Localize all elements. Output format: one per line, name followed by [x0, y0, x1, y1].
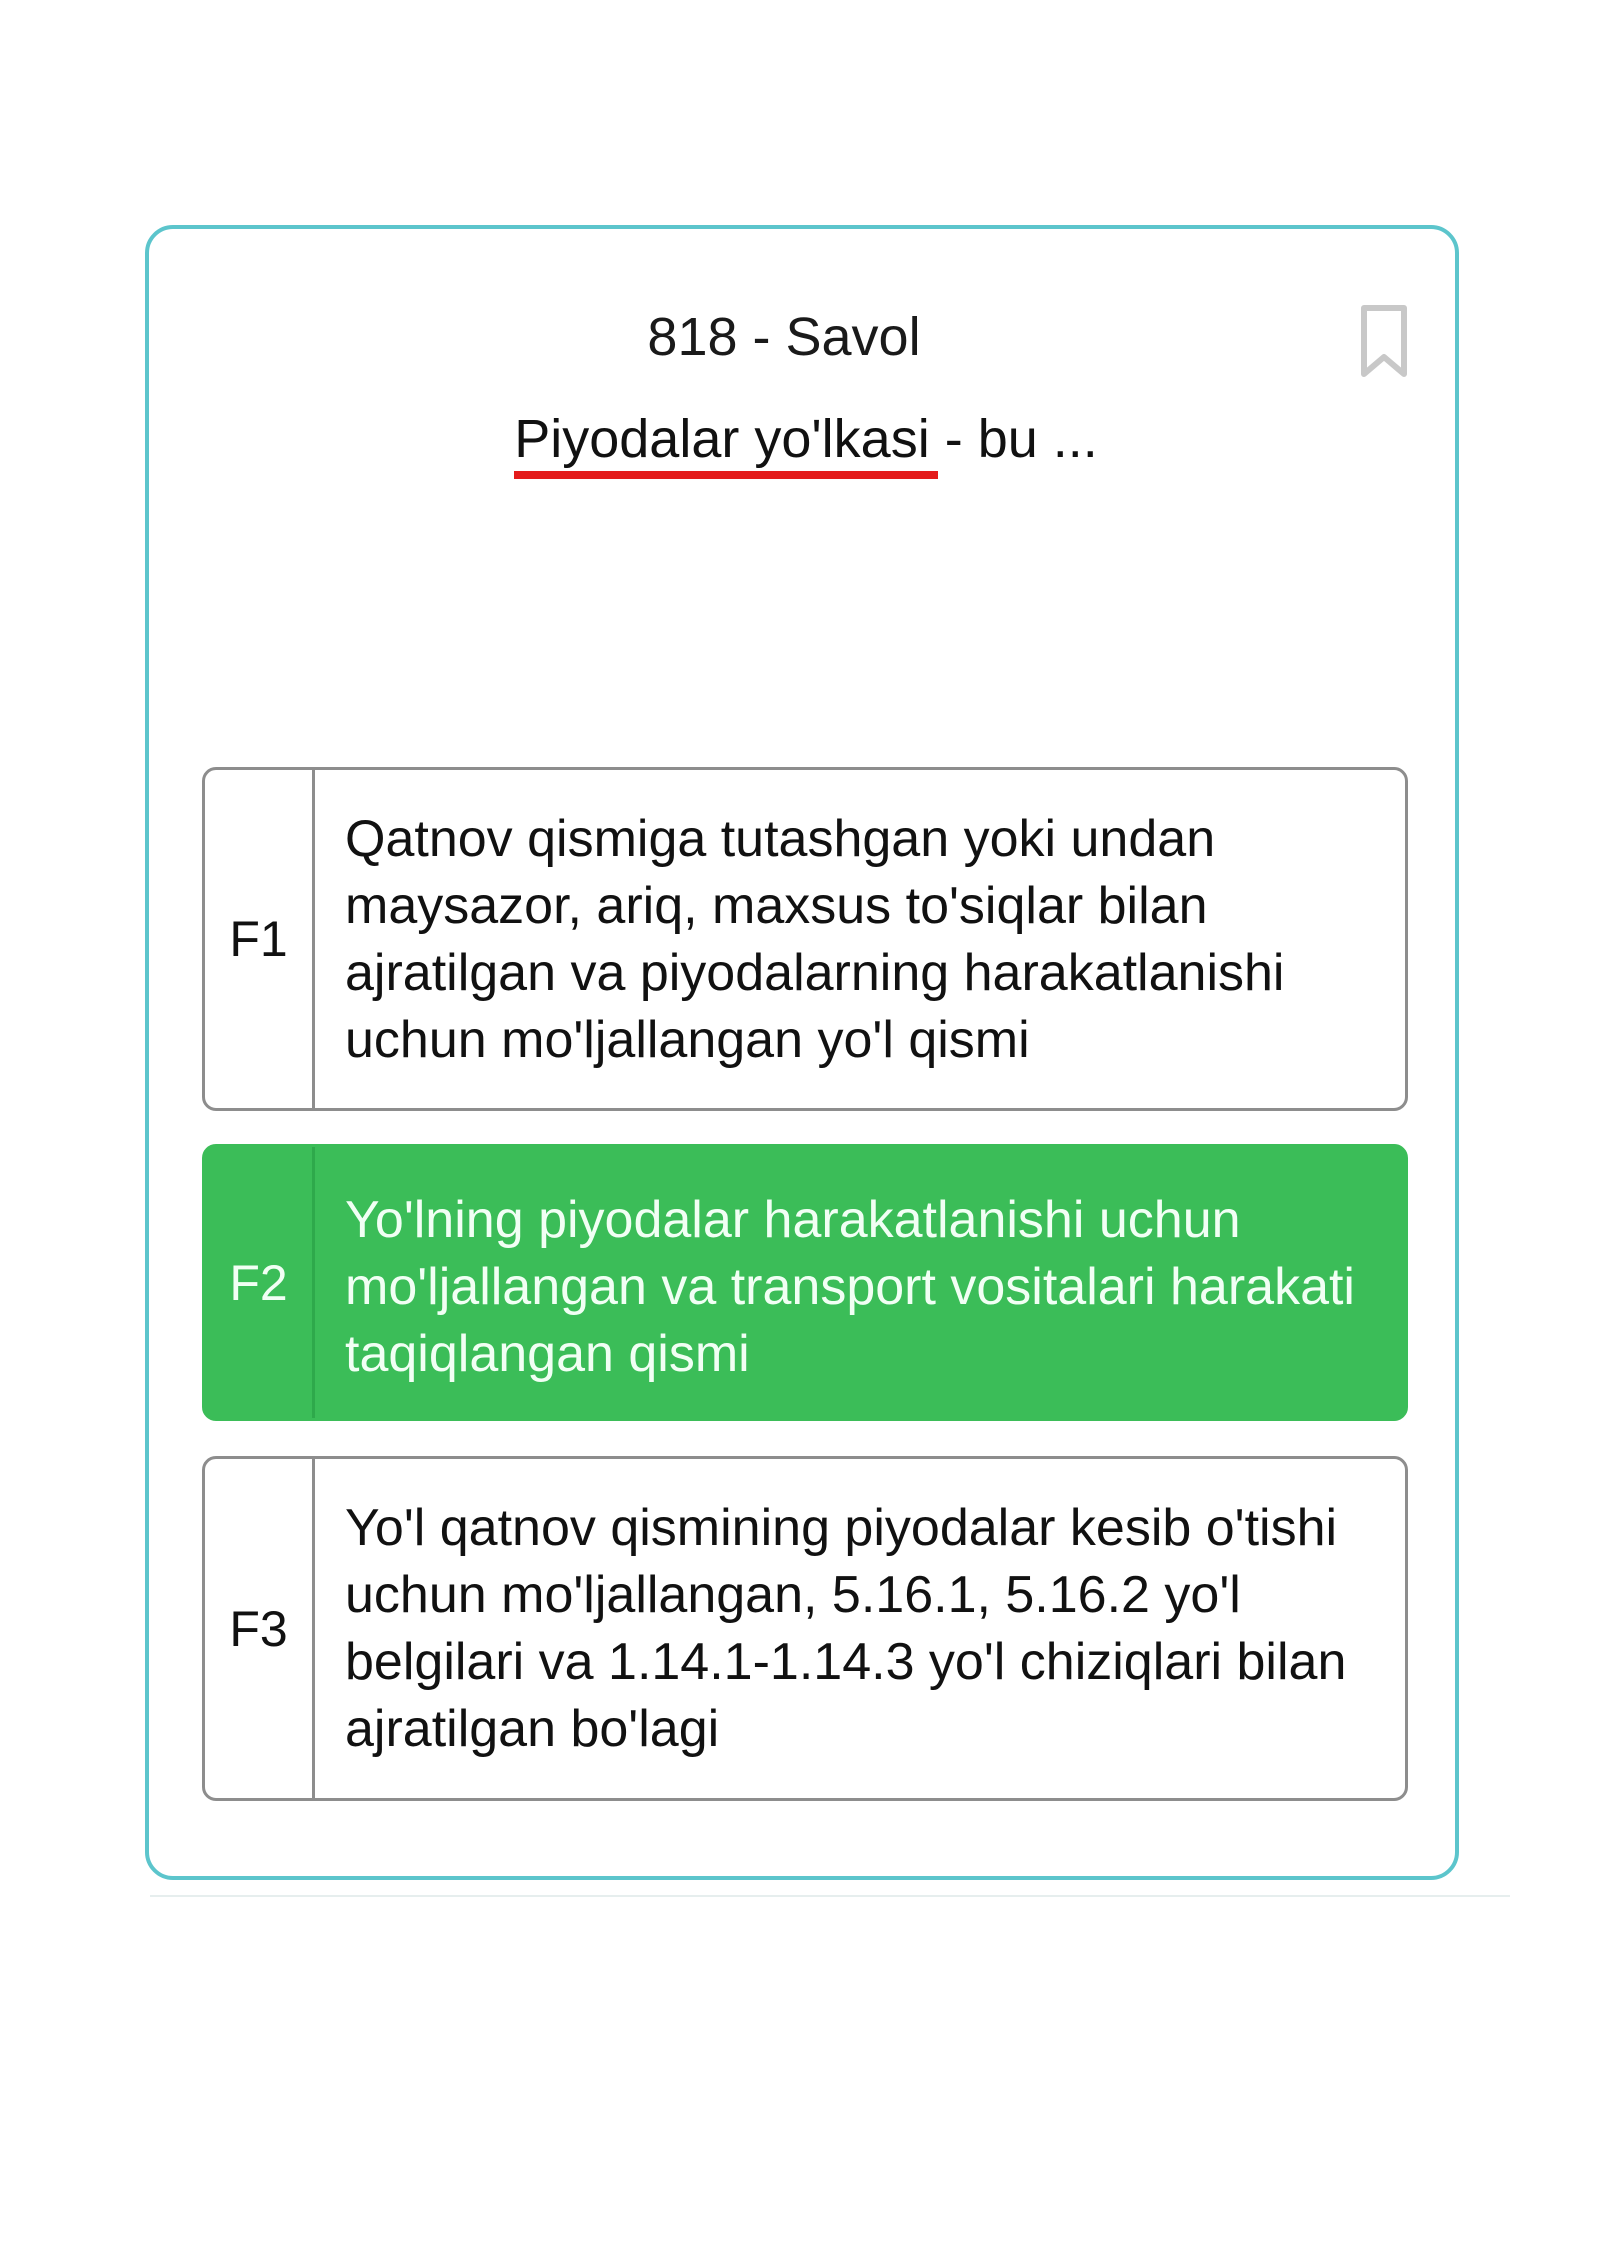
answer-key-label: F2 — [205, 1147, 315, 1418]
answer-text: Yo'l qatnov qismining piyodalar kesib o'tishi uchun mo'ljallangan, 5.16.1, 5.16.2 yo'l belgilari va 1.14.1-1.14.3 yo'l chiziqlari bilan ajratilgan bo'lagi — [345, 1499, 1347, 1758]
answer-option-f3[interactable] — [202, 1456, 1408, 1801]
bookmark-icon[interactable] — [1354, 302, 1414, 382]
question-text: Piyodalar yo'lkasi - bu ... — [514, 409, 1098, 469]
answer-key-label: F1 — [205, 770, 315, 1108]
answer-text: Qatnov qismiga tutashgan yoki undan maysazor, ariq, maxsus to'siqlar bilan ajratilgan va piyodalarning harakatlanishi uchun mo'ljallangan yo'l qismi — [345, 810, 1285, 1069]
question-card — [145, 225, 1459, 1880]
answer-option-f1[interactable] — [202, 767, 1408, 1111]
answer-option-f2[interactable] — [202, 1144, 1408, 1421]
answer-text: Yo'lning piyodalar harakatlanishi uchun mo'ljallangan va transport vositalari harakati taqiqlangan qismi — [345, 1191, 1355, 1383]
answer-key-label: F3 — [205, 1459, 315, 1798]
question-number: 818 - Savol — [647, 307, 921, 367]
card-bottom-edge — [150, 1895, 1510, 1897]
question-highlight-underline — [514, 471, 938, 479]
